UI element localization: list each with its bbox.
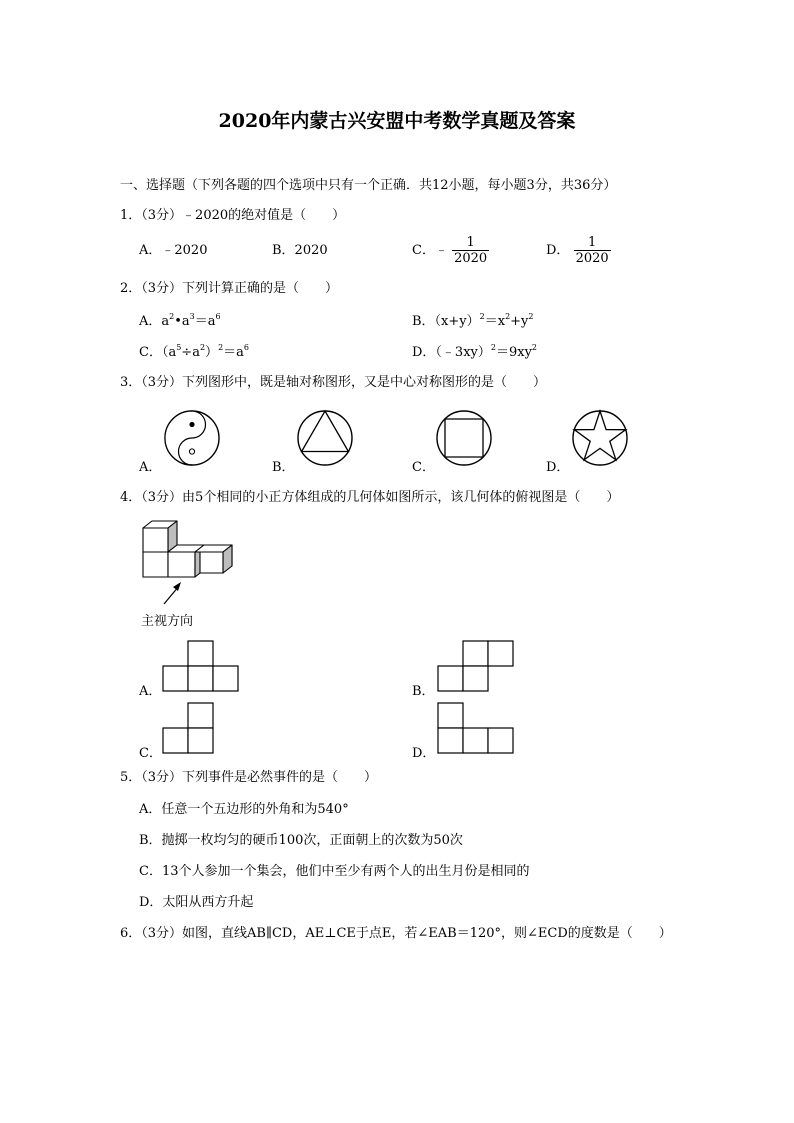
q3-option-c: C．: [412, 460, 435, 475]
q3-option-a: A．: [139, 460, 162, 475]
q3-option-d: D．: [546, 460, 570, 475]
q3-stem: 3．（3分）下列图形中，既是轴对称图形，又是中心对称图形的是（ ）: [120, 375, 547, 390]
q5-option-b: B．抛掷一枚均匀的硬币100次，正面朝上的次数为50次: [139, 833, 463, 848]
q4-option-a-view: [163, 640, 243, 694]
q2-stem: 2．（3分）下列计算正确的是（ ）: [120, 281, 339, 296]
page-title: 2020年内蒙古兴安盟中考数学真题及答案: [218, 110, 576, 132]
q2-option-d: D．$(﹣3xy)^2=9xy^2$: [412, 343, 538, 360]
section-heading: 一、选择题（下列各题的四个选项中只有一个正确．共12小题，每小题3分，共36分）: [120, 178, 617, 193]
circle-square-figure: [435, 409, 495, 469]
q1-option-c: [412, 235, 489, 266]
q4-option-b: B．: [412, 684, 435, 699]
yin-yang-figure: [163, 409, 223, 469]
q1-option-d: [546, 235, 611, 266]
q5-option-a: A．任意一个五边形的外角和为540°: [139, 802, 349, 817]
q1-option-c-fraction: [452, 235, 489, 266]
q6-stem: 6．（3分）如图，直线AB∥CD，AE⊥CE于点E，若∠EAB＝120°，则∠ECD的度数是（ ）: [120, 926, 672, 941]
q4-option-d: D．: [412, 746, 436, 761]
q2-option-b: B．$(x+y)^2=x^2+y^2$: [412, 312, 534, 329]
q1-option-c-label: C．: [412, 243, 435, 258]
q5-option-c: C．13个人参加一个集会，他们中至少有两个人的出生月份是相同的: [139, 864, 530, 879]
q4-option-b-view: [438, 640, 518, 694]
q2-option-c: C．$(a^5\div a^2)^2=a^6$: [139, 343, 250, 360]
q4-stem: 4．（3分）由5个相同的小正方体组成的几何体如图所示，该几何体的俯视图是（ ）: [120, 490, 620, 505]
q1-option-d-label: D．: [546, 243, 570, 258]
q1-option-a: A．﹣2020: [139, 243, 208, 258]
fraction-numerator: 1: [452, 235, 489, 251]
q3-option-b: B．: [272, 460, 295, 475]
fraction-denominator: 2020: [575, 251, 609, 266]
circle-triangle-figure: [296, 409, 356, 469]
q5-stem: 5．（3分）下列事件是必然事件的是（ ）: [120, 770, 378, 785]
direction-label: 主视方向: [141, 614, 194, 629]
q4-option-c: C．: [139, 746, 162, 761]
cube-solid-figure: [140, 518, 240, 628]
fraction-numerator: 1: [574, 235, 611, 251]
q1-option-c-sign: ﹣: [434, 243, 448, 258]
fraction-denominator: 2020: [454, 251, 488, 266]
q5-option-d: D．太阳从西方升起: [139, 895, 254, 910]
q4-option-d-view: [438, 702, 518, 756]
q1-option-b: B．2020: [272, 243, 328, 258]
q1-option-d-fraction: [574, 235, 611, 266]
q2-option-a: A．$a^2•a^3=a^6$: [139, 312, 221, 329]
q4-option-c-view: [163, 702, 243, 756]
q4-option-a: A．: [139, 684, 162, 699]
q1-stem: 1．（3分）﹣2020的绝对值是（ ）: [120, 208, 346, 223]
circle-star-figure: [570, 409, 632, 469]
